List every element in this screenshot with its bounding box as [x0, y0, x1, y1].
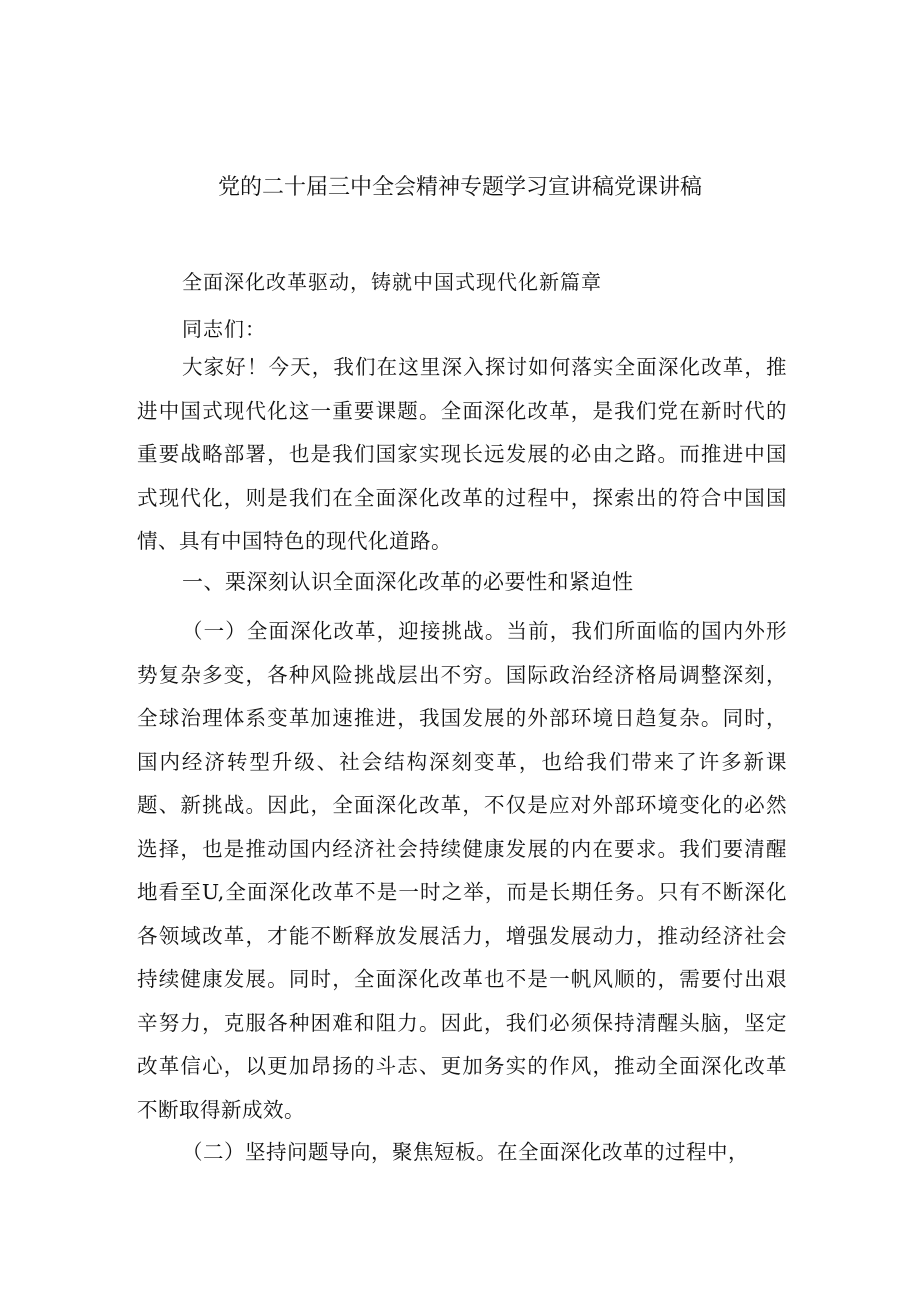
- intro-paragraph: 大家好！今天，我们在这里深入探讨如何落实全面深化改革，推进中国式现代化这一重要课题。全面深化改革，是我们党在新时代的重要战略部署，也是我们国家实现长远发展的必由之路。而推进中国式现代化，则是我们在全面深化改革的过程中，探索出的符合中国国情、具有中国特色的现代化道路。: [137, 355, 787, 553]
- salutation: 同志们：: [182, 317, 266, 341]
- document-title: 党的二十届三中全会精神专题学习宣讲稿党课讲稿: [217, 175, 702, 200]
- document-subtitle: 全面深化改革驱动，铸就中国式现代化新篇章: [182, 270, 602, 294]
- body-paragraph: （二）坚持问题导向，聚焦短板。在全面深化改革的过程中，: [182, 1140, 749, 1164]
- section-heading: 一、栗深刻认识全面深化改革的必要性和紧迫性: [182, 570, 634, 594]
- body-paragraph: （一）全面深化改革，迎接挑战。当前，我们所面临的国内外形势复杂多变，各种风险挑战层出不穷。国际政治经济格局调整深刻，全球治理体系变革加速推进，我国发展的外部环境日趋复杂。同时，国内经济转型升级、社会结构深刻变革，也给我们带来了许多新课题、新挑战。因此，全面深化改革，不仅是应对外部环境变化的必然选择，也是推动国内经济社会持续健康发展的内在要求。我们要清醒地看至U,全面深化改革不是一时之举，而是长期任务。只有不断深化各领域改革，才能不断释放发展活力，增强发展动力，推动经济社会持续健康发展。同时，全面深化改革也不是一帆风顺的，需要付出艰辛努力，克服各种困难和阻力。因此，我们必须保持清醒头脑，坚定改革信心，以更加昂扬的斗志、更加务实的作风，推动全面深化改革不断取得新成效。: [137, 619, 787, 1122]
